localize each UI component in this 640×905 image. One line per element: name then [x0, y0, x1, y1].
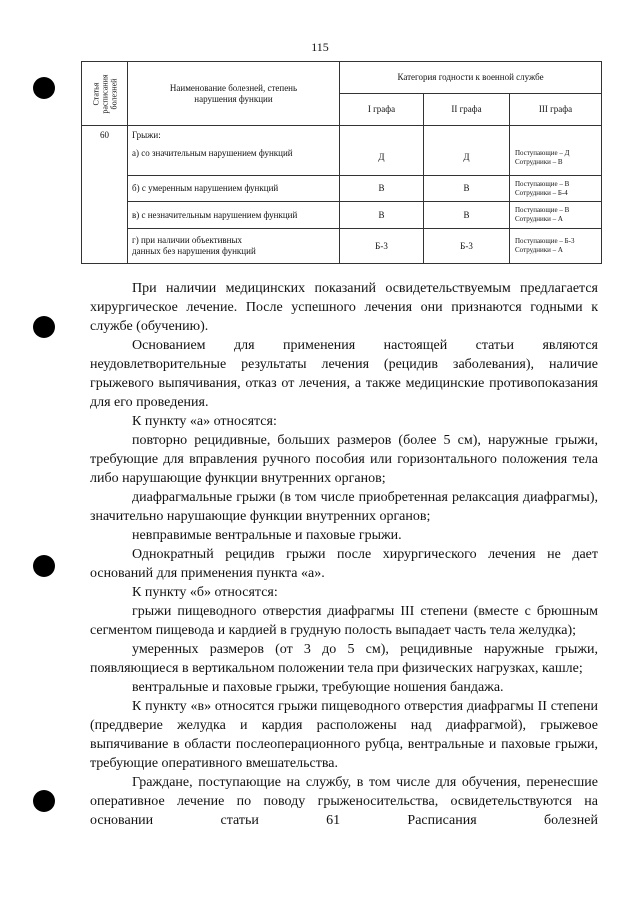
cell-g2: Д [424, 126, 510, 176]
header-category: Категория годности к военной службе [340, 62, 602, 94]
cell-g3-employees: Сотрудники – А [515, 246, 563, 254]
cell-g3-employees: Сотрудники – Б-4 [515, 188, 568, 197]
row-label: в) с незначительным нарушением функций [128, 202, 340, 229]
body-text [90, 279, 598, 830]
cell-g3-employees: Сотрудники – А [515, 215, 563, 223]
cell-g1: Б-3 [340, 229, 424, 264]
page-number: 115 [311, 40, 329, 54]
cell-g3-entrants: Поступающие – В [515, 179, 570, 188]
punch-hole-icon [33, 790, 55, 812]
cell-g3-entrants: Поступающие – Б-3 [515, 237, 575, 245]
cell-g1: В [340, 202, 424, 229]
cell-g3-entrants: Поступающие – Д [515, 148, 570, 157]
cell-g3-entrants: Поступающие – В [515, 206, 570, 214]
article-number: 60 [82, 126, 128, 264]
paragraph: вентральные и паховые грыжи, требующие ношения бандажа. [132, 680, 504, 695]
punch-hole-icon [33, 316, 55, 338]
header-article: Статья расписания болезней [82, 62, 128, 126]
row-label: а) со значительным нарушением функций [132, 148, 293, 158]
cell-g3 [510, 202, 602, 229]
punch-hole-icon [33, 555, 55, 577]
row-label: б) с умеренным нарушением функций [128, 176, 340, 202]
section-title: Грыжи: [132, 130, 161, 140]
cell-g3 [510, 126, 602, 176]
paragraph: Однократный рецидив грыжи после хирургического лечения не дает оснований для применения пункта «а». [90, 547, 598, 581]
cell-g1: В [340, 176, 424, 202]
paragraph: повторно рецидивные, больших размеров (более 5 см), наружные грыжи, требующие для вправления ручного пособия или горизонтального положения тела либо нарушающие функции внутренних органов; [90, 433, 598, 486]
paragraph: Граждане, поступающие на службу, в том числе для обучения, перенесшие оперативное лечение по поводу грыженосительства, освидетельствуются на основании статьи 61 Расписания болезней [90, 775, 598, 828]
cell-g3 [510, 229, 602, 264]
paragraph: Основанием для применения настоящей статьи являются неудовлетворительные результаты лечения (рецидив заболевания), наличие грыжевого выпячивания, отказ от лечения, а также медицинские противопоказания для его проведения. [90, 338, 598, 410]
row-label: г) при наличии объективных данных без нарушения функций [128, 229, 340, 264]
paragraph: умеренных размеров (от 3 до 5 см), рецидивные наружные грыжи, появляющиеся в вертикальном положении тела при физических нагрузках, кашле; [90, 642, 598, 676]
cell-g2: В [424, 202, 510, 229]
cell-g2: Б-3 [424, 229, 510, 264]
header-column-2: II графа [424, 94, 510, 126]
cell-g3-employees: Сотрудники – В [515, 157, 563, 166]
table-row-name [128, 126, 340, 176]
paragraph: При наличии медицинских показаний освидетельствуемым предлагается хирургическое лечение. После успешного лечения они признаются годными к службе (обучению). [90, 281, 598, 334]
cell-g3 [510, 176, 602, 202]
paragraph: грыжи пищеводного отверстия диафрагмы III степени (вместе с брюшным сегментом пищевода и кардией в грудную полость выпадает часть тела желудка); [90, 604, 598, 638]
paragraph: К пункту «б» относятся: [132, 585, 278, 600]
header-disease-name: Наименование болезней, степень нарушения функции [128, 62, 340, 126]
paragraph: К пункту «в» относятся грыжи пищеводного отверстия диафрагмы II степени (преддверие желудка и кардия расположены над диафрагмой), грыжевое выпячивание в области послеоперационного рубца, вентральные и паховые грыжи, требующие оперативного вмешательства. [90, 699, 598, 771]
header-column-1: I графа [340, 94, 424, 126]
paragraph: К пункту «а» относятся: [132, 414, 277, 429]
header-column-3: III графа [510, 94, 602, 126]
cell-g2: В [424, 176, 510, 202]
paragraph: диафрагмальные грыжи (в том числе приобретенная релаксация диафрагмы), значительно нарушающие функции внутренних органов; [90, 490, 598, 524]
diseases-table [81, 61, 602, 264]
cell-g1: Д [340, 126, 424, 176]
paragraph: невправимые вентральные и паховые грыжи. [132, 528, 402, 543]
punch-hole-icon [33, 77, 55, 99]
